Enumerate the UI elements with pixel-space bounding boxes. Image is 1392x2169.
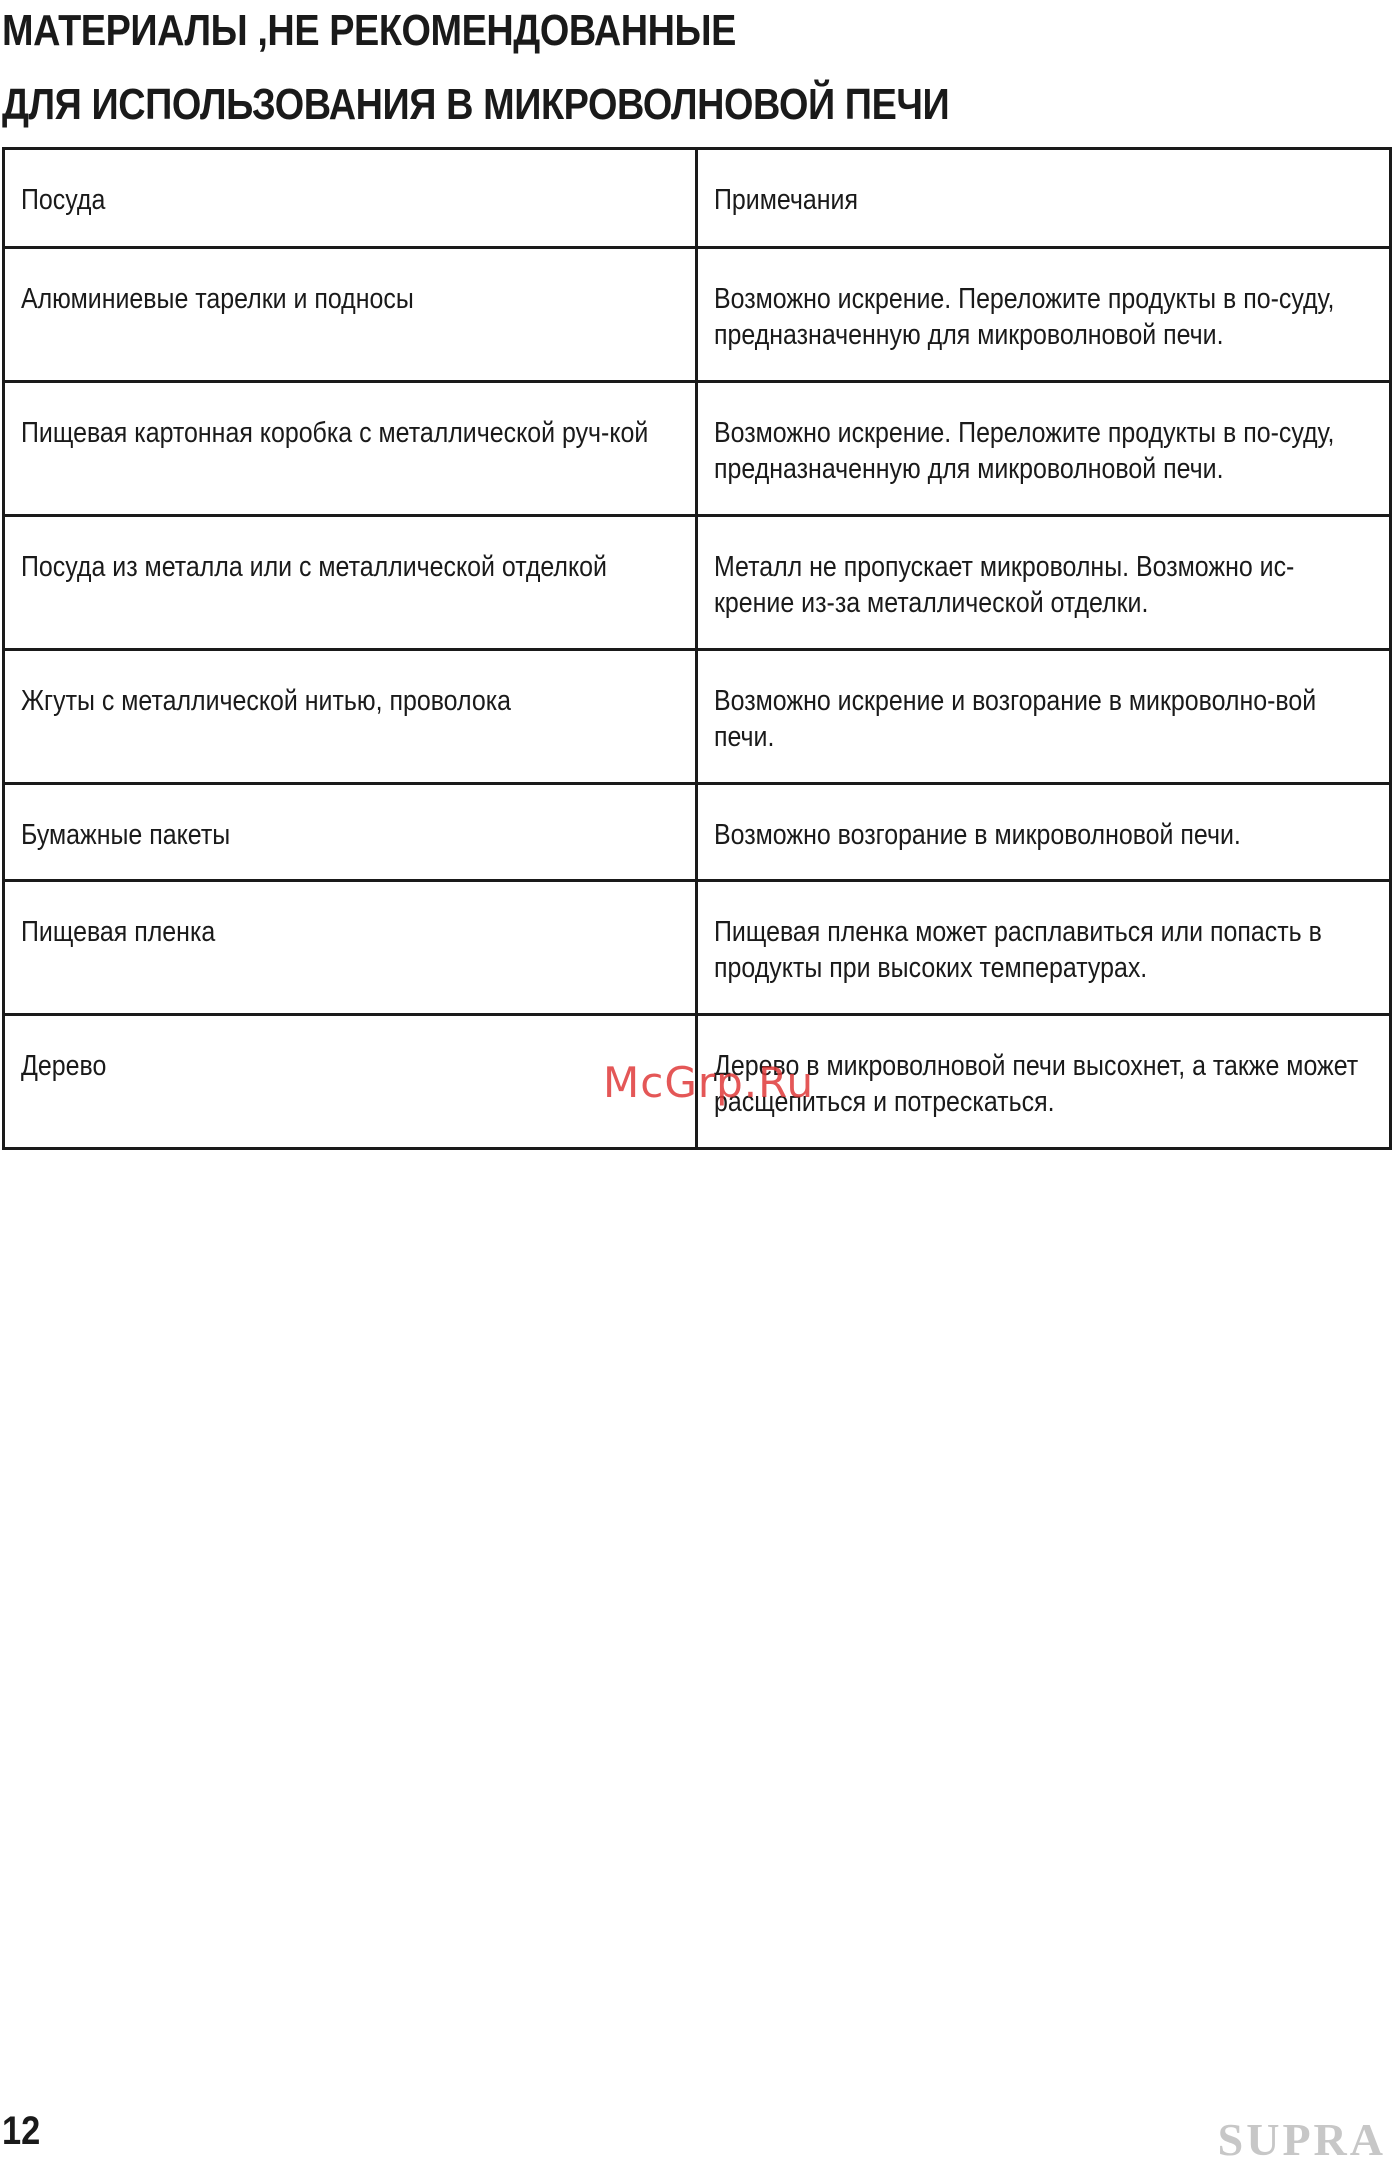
cell-dishware [4,650,697,784]
header-notes-label: Примечания [714,184,858,216]
page-title [2,0,949,142]
cell-dishware-text: Бумажные пакеты [21,819,231,851]
table-header-row [4,149,1391,248]
cell-notes [697,248,1391,382]
table-row [4,784,1391,881]
cell-notes [697,784,1391,881]
cell-notes [697,650,1391,784]
page-title-line-2: ДЛЯ ИСПОЛЬЗОВАНИЯ В МИКРОВОЛНОВОЙ ПЕЧИ [2,80,950,129]
cell-dishware [4,1015,697,1149]
table-row [4,516,1391,650]
materials-table [2,147,1392,1150]
cell-dishware-text: Посуда из металла или с металлической отделкой [21,551,607,583]
header-dishware-label: Посуда [21,184,106,216]
page-title-line-1: МАТЕРИАЛЫ ,НЕ РЕКОМЕНДОВАННЫЕ [2,6,736,55]
cell-dishware-text: Жгуты с металлической нитью, проволока [21,685,512,717]
cell-dishware-text: Дерево [21,1050,107,1082]
cell-notes-text: Пищевая пленка может расплавиться или попасть в продукты при высоких температурах. [714,916,1322,984]
cell-notes-text: Возможно искрение. Переложите продукты в по-суду, предназначенную для микроволновой печи. [714,283,1335,351]
table-row [4,650,1391,784]
cell-dishware [4,881,697,1015]
cell-dishware [4,516,697,650]
cell-notes [697,382,1391,516]
cell-dishware-text: Пищевая картонная коробка с металлической руч-кой [21,417,649,449]
header-cell-dishware [4,149,697,248]
cell-notes [697,881,1391,1015]
cell-dishware-text: Алюминиевые тарелки и подносы [21,283,414,315]
table-row [4,881,1391,1015]
cell-notes-text: Дерево в микроволновой печи высохнет, а также может расщепиться и потрескаться. [714,1050,1359,1118]
table-row [4,248,1391,382]
cell-notes-text: Возможно искрение. Переложите продукты в по-суду, предназначенную для микроволновой печи. [714,417,1335,485]
header-cell-notes [697,149,1391,248]
cell-dishware [4,382,697,516]
cell-notes-text: Металл не пропускает микроволны. Возможно ис-крение из-за металлической отделки. [714,551,1295,619]
table-row [4,382,1391,516]
cell-notes-text: Возможно возгорание в микроволновой печи. [714,819,1241,851]
brand-logo: SUPRA [1217,2114,1386,2165]
cell-dishware [4,248,697,382]
cell-dishware [4,784,697,881]
cell-notes [697,516,1391,650]
cell-dishware-text: Пищевая пленка [21,916,216,948]
cell-notes-text: Возможно искрение и возгорание в микроволно-вой печи. [714,685,1317,753]
page-number: 12 [2,2109,41,2153]
watermark: McGrp.Ru [603,1058,815,1107]
